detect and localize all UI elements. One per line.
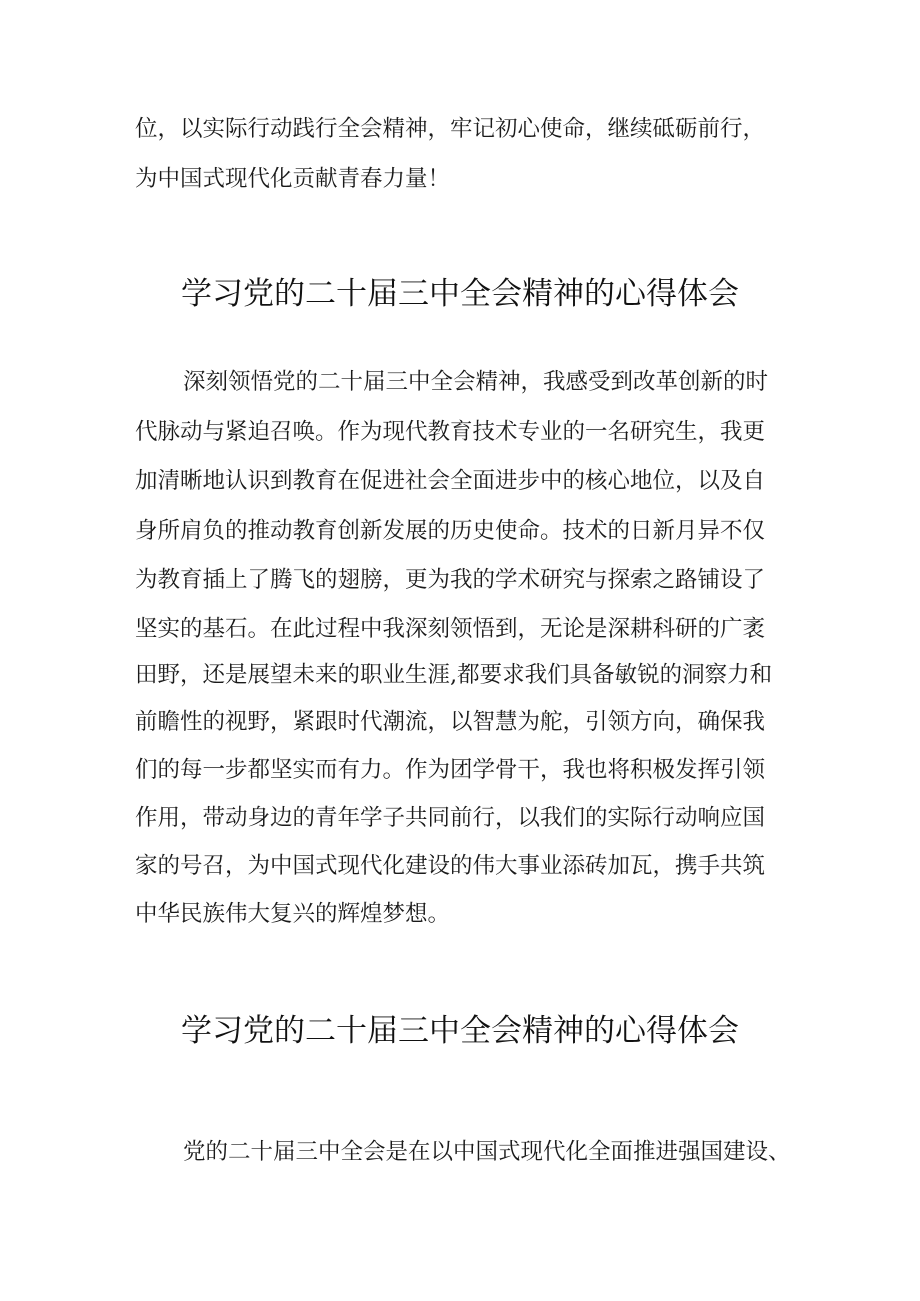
section-1-line-2: 代脉动与紧迫召唤。作为现代教育技术专业的一名研究生，我更 [135, 419, 766, 445]
section-1-line-8: 前瞻性的视野，紧跟时代潮流，以智慧为舵，引领方向，确保我 [135, 709, 766, 735]
top-paragraph-line-1: 位，以实际行动践行全会精神，牢记初心使命，继续砥砺前行， [135, 116, 766, 142]
section-1-line-6: 坚实的基石。在此过程中我深刻领悟到，无论是深耕科研的广袤 [135, 616, 766, 642]
section-1-line-3: 加清晰地认识到教育在促进社会全面进步中的核心地位，以及自 [135, 468, 766, 494]
section-1-line-10: 作用，带动身边的青年学子共同前行，以我们的实际行动响应国 [135, 805, 766, 831]
section-2-title: 学习党的二十届三中全会精神的心得体会 [181, 1013, 739, 1049]
top-paragraph-line-2: 为中国式现代化贡献青春力量！ [135, 166, 451, 192]
section-1-title: 学习党的二十届三中全会精神的心得体会 [181, 276, 739, 312]
section-1-line-11: 家的号召，为中国式现代化建设的伟大事业添砖加瓦，携手共筑 [135, 853, 766, 879]
section-1-line-12: 中华民族伟大复兴的辉煌梦想。 [135, 901, 451, 927]
section-2-line-1: 党的二十届三中全会是在以中国式现代化全面推进强国建设、 [183, 1139, 791, 1165]
section-1-line-9: 们的每一步都坚实而有力。作为团学骨干，我也将积极发挥引领 [135, 757, 766, 783]
section-1-line-7: 田野，还是展望未来的职业生涯,都要求我们具备敏锐的洞察力和 [135, 662, 773, 688]
section-1-line-5: 为教育插上了腾飞的翅膀，更为我的学术研究与探索之路铺设了 [135, 567, 766, 593]
section-1-line-1: 深刻领悟党的二十届三中全会精神，我感受到改革创新的时 [183, 369, 769, 395]
section-1-line-4: 身所肩负的推动教育创新发展的历史使命。技术的日新月异不仅 [135, 518, 766, 544]
